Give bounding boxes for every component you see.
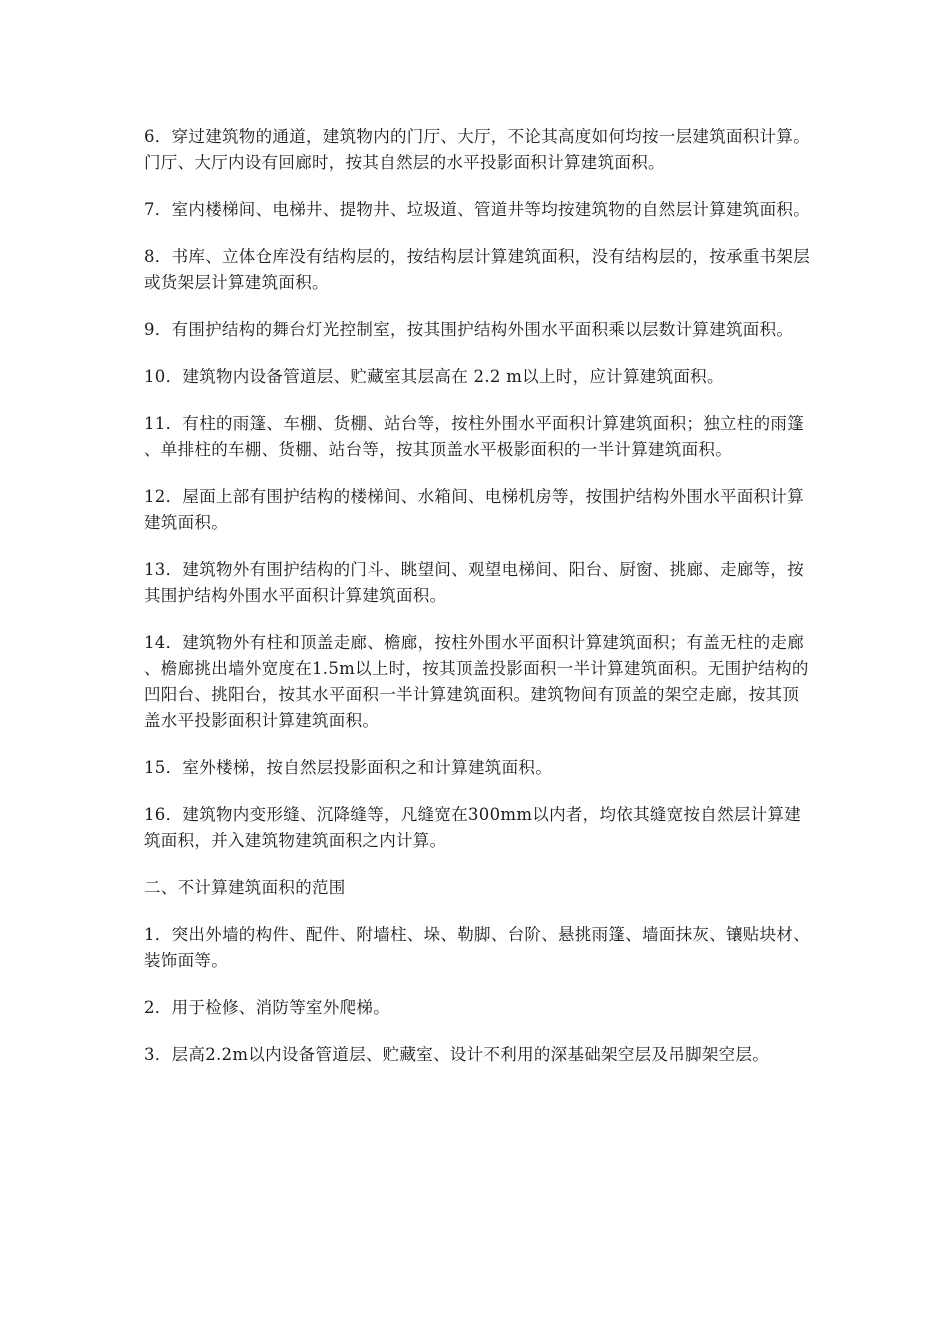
paragraph-item-7: 7．室内楼梯间、电梯井、提物井、垃圾道、管道井等均按建筑物的自然层计算建筑面积。 xyxy=(144,200,810,219)
document-body xyxy=(144,124,814,1089)
paragraph-item-9: 9．有围护结构的舞台灯光控制室，按其围护结构外围水平面积乘以层数计算建筑面积。 xyxy=(144,320,794,339)
paragraph-item-14: 14．建筑物外有柱和顶盖走廊、檐廊，按柱外围水平面积计算建筑面积；有盖无柱的走廊、檐廊挑出墙外宽度在1.5m以上时，按其顶盖投影面积一半计算建筑面积。无围护结构的凹阳台、挑阳台，按其水平面积一半计算建筑面积。建筑物间有顶盖的架空走廊，按其顶盖水平投影面积计算建筑面积。 xyxy=(144,633,809,730)
paragraph-item-16: 16．建筑物内变形缝、沉降缝等，凡缝宽在300mm以内者，均依其缝宽按自然层计算建筑面积，并入建筑物建筑面积之内计算。 xyxy=(144,805,802,850)
excluded-item-1: 1．突出外墙的构件、配件、附墙柱、垛、勒脚、台阶、悬挑雨篷、墙面抹灰、镶贴块材、装饰面等。 xyxy=(144,925,810,970)
paragraph-item-11: 11．有柱的雨篷、车棚、货棚、站台等，按柱外围水平面积计算建筑面积；独立柱的雨篷、单排柱的车棚、货棚、站台等，按其顶盖水平极影面积的一半计算建筑面积。 xyxy=(144,414,804,459)
paragraph-item-12: 12．屋面上部有围护结构的楼梯间、水箱间、电梯机房等，按围护结构外围水平面积计算建筑面积。 xyxy=(144,487,804,532)
paragraph-item-8: 8．书库、立体仓库没有结构层的，按结构层计算建筑面积，没有结构层的，按承重书架层或货架层计算建筑面积。 xyxy=(144,247,810,292)
paragraph-item-15: 15．室外楼梯，按自然层投影面积之和计算建筑面积。 xyxy=(144,758,552,777)
section-heading-excluded-areas: 二、不计算建筑面积的范围 xyxy=(144,878,346,897)
excluded-item-3: 3．层高2.2m以内设备管道层、贮藏室、设计不利用的深基础架空层及吊脚架空层。 xyxy=(144,1045,770,1064)
paragraph-item-6: 6．穿过建筑物的通道，建筑物内的门厅、大厅，不论其高度如何均按一层建筑面积计算。门厅、大厅内设有回廊时，按其自然层的水平投影面积计算建筑面积。 xyxy=(144,127,810,172)
paragraph-item-10: 10．建筑物内设备管道层、贮藏室其层高在 2.2 m以上时，应计算建筑面积。 xyxy=(144,367,724,386)
paragraph-item-13: 13．建筑物外有围护结构的门斗、眺望间、观望电梯间、阳台、厨窗、挑廊、走廊等，按其围护结构外围水平面积计算建筑面积。 xyxy=(144,560,804,605)
excluded-item-2: 2．用于检修、消防等室外爬梯。 xyxy=(144,998,390,1017)
